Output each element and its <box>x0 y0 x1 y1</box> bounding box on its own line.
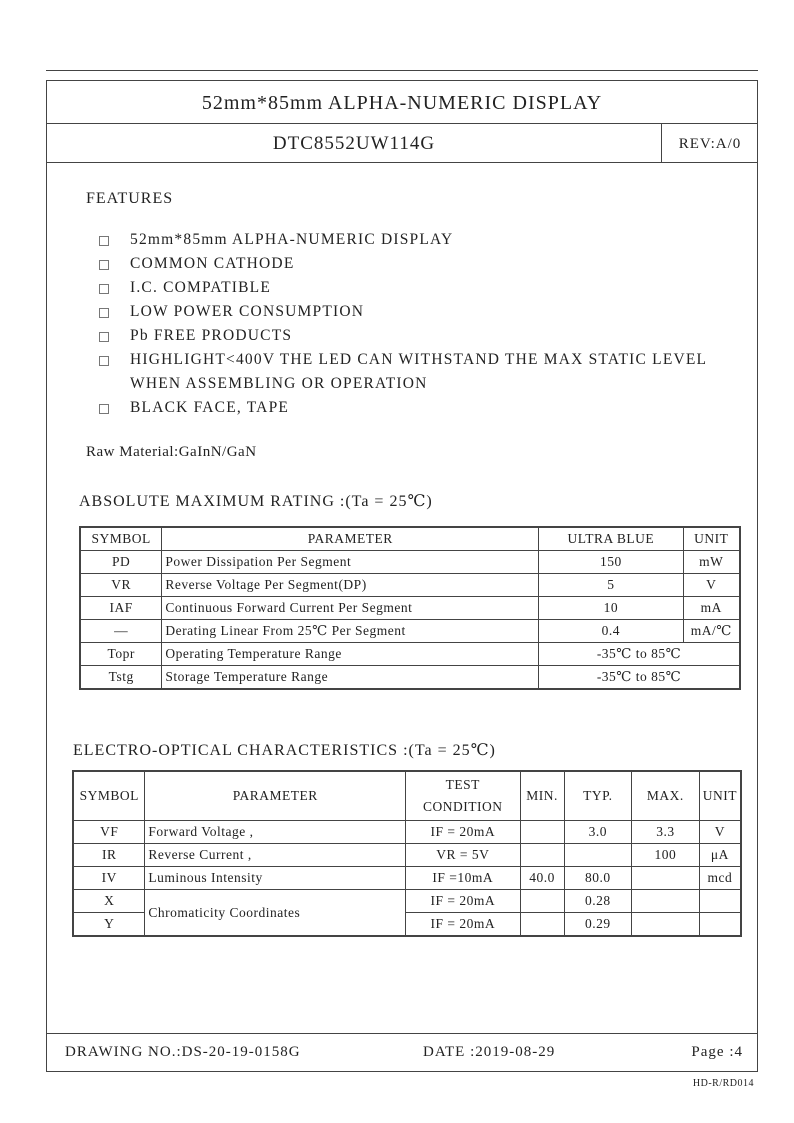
feature-item: BLACK FACE, TAPE <box>96 396 750 420</box>
table-row: X Chromaticity Coordinates IF = 20mA 0.28 <box>73 890 741 913</box>
checkbox-bullet-icon <box>99 332 109 342</box>
document-date: DATE :2019-08-29 <box>423 1044 556 1060</box>
features-heading: FEATURES <box>86 190 174 207</box>
checkbox-bullet-icon <box>99 284 109 294</box>
table-row: IV Luminous Intensity IF =10mA 40.0 80.0 mcd <box>73 867 741 890</box>
feature-item: HIGHLIGHT<400V THE LED CAN WITHSTAND THE MAX STATIC LEVEL WHEN ASSEMBLING OR OPERATION <box>96 348 750 396</box>
part-number-row <box>47 124 757 163</box>
table-header-row: SYMBOL PARAMETER TEST CONDITION MIN. TYP. MAX. UNIT <box>73 771 741 821</box>
column-header: PARAMETER <box>162 527 539 551</box>
electro-optical-title: ELECTRO-OPTICAL CHARACTERISTICS :(Ta = 25℃) <box>73 742 496 759</box>
table-header-row <box>80 527 740 551</box>
absolute-max-table <box>79 526 741 690</box>
column-header: ULTRA BLUE <box>539 527 683 551</box>
raw-material: Raw Material:GaInN/GaN <box>86 444 257 460</box>
column-header: SYMBOL <box>80 527 162 551</box>
checkbox-bullet-icon <box>99 236 109 246</box>
feature-list <box>96 228 750 420</box>
top-rule <box>46 70 758 71</box>
absolute-max-title: ABSOLUTE MAXIMUM RATING :(Ta = 25℃) <box>79 493 433 510</box>
column-header: UNIT <box>683 527 740 551</box>
table-row: — Derating Linear From 25℃ Per Segment 0.4 mA/℃ <box>80 620 740 643</box>
document-title: 52mm*85mm ALPHA-NUMERIC DISPLAY <box>47 81 757 124</box>
table-row: IR Reverse Current , VR = 5V 100 μA <box>73 844 741 867</box>
checkbox-bullet-icon <box>99 404 109 414</box>
checkbox-bullet-icon <box>99 308 109 318</box>
part-number: DTC8552UW114G <box>272 133 436 154</box>
form-code: HD-R/RD014 <box>692 1078 754 1089</box>
drawing-number: DRAWING NO.:DS-20-19-0158G <box>65 1044 301 1060</box>
feature-item: LOW POWER CONSUMPTION <box>96 300 750 324</box>
table-row: Y IF = 20mA 0.29 <box>73 913 741 937</box>
table-row: VF Forward Voltage , IF = 20mA 3.0 3.3 V <box>73 821 741 844</box>
feature-item: COMMON CATHODE <box>96 252 750 276</box>
table-row: Topr Operating Temperature Range -35℃ to 85℃ <box>80 643 740 666</box>
footer <box>47 1033 757 1072</box>
checkbox-bullet-icon <box>99 260 109 270</box>
electro-optical-table <box>72 770 742 937</box>
feature-item: Pb FREE PRODUCTS <box>96 324 750 348</box>
table-row: Tstg Storage Temperature Range -35℃ to 85℃ <box>80 666 740 690</box>
feature-item: I.C. COMPATIBLE <box>96 276 750 300</box>
feature-item: 52mm*85mm ALPHA-NUMERIC DISPLAY <box>96 228 750 252</box>
table-row: PD Power Dissipation Per Segment 150 mW <box>80 551 740 574</box>
checkbox-bullet-icon <box>99 356 109 366</box>
table-row: VR Reverse Voltage Per Segment(DP) 5 V <box>80 574 740 597</box>
table-row: IAF Continuous Forward Current Per Segment 10 mA <box>80 597 740 620</box>
revision: REV:A/0 <box>661 124 758 162</box>
page-number: Page :4 <box>691 1044 743 1060</box>
